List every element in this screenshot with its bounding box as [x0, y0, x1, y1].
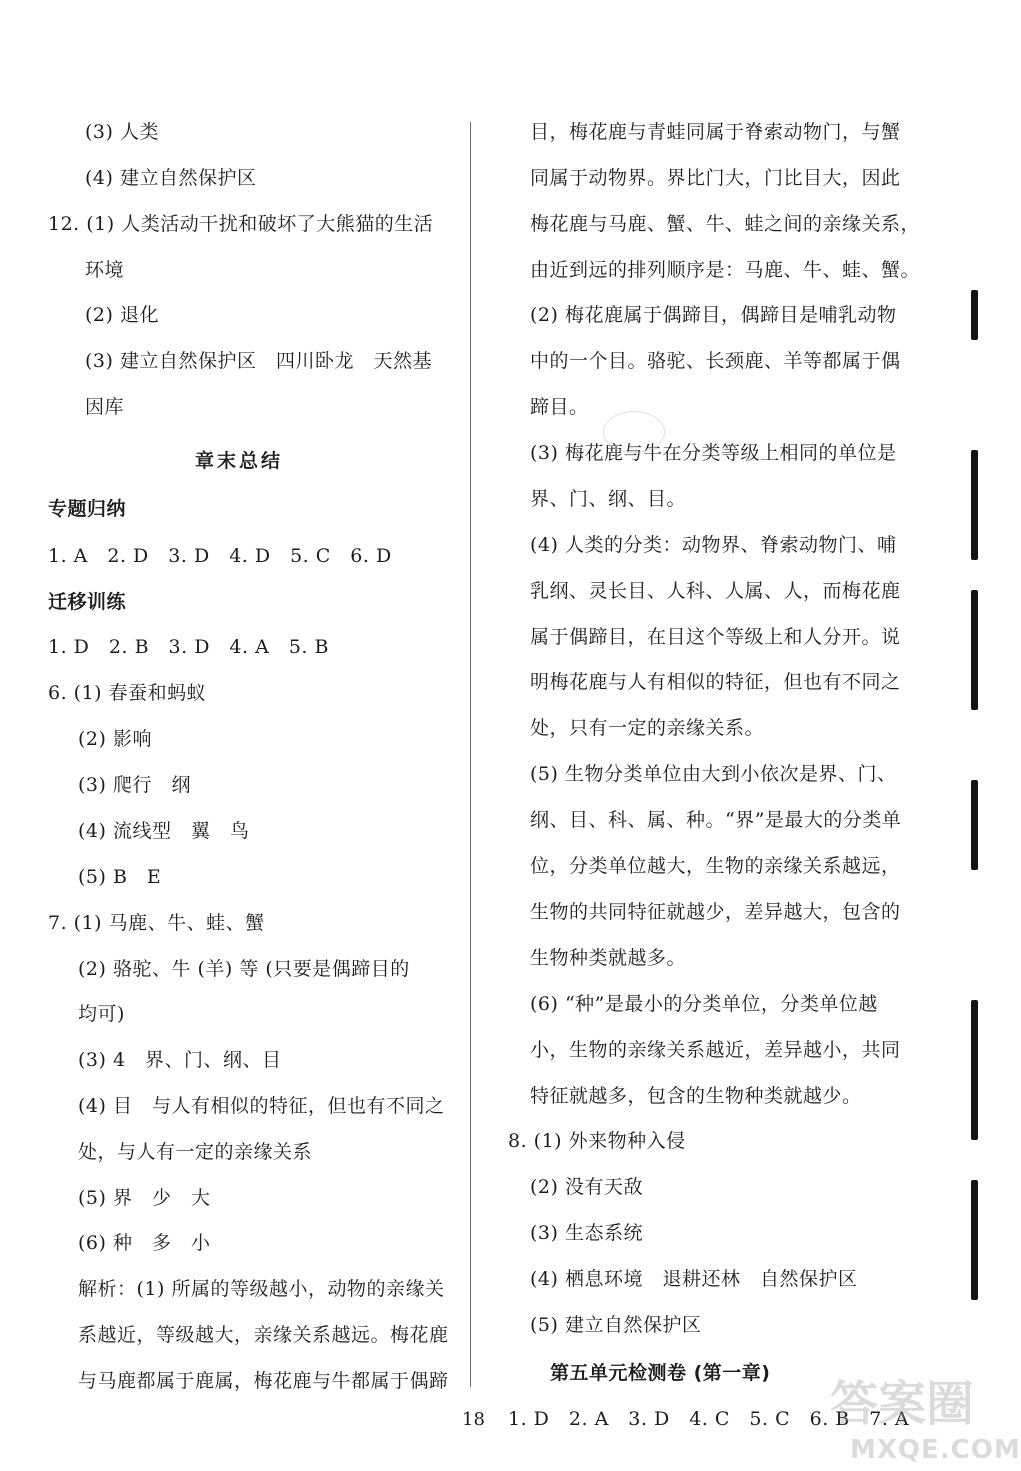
watermark-logo-text: 答案圈 — [830, 1376, 975, 1432]
scan-edge-mark — [971, 1000, 978, 1140]
answer-line: (5) 建立自然保护区 — [530, 1314, 702, 1336]
explanation-line: 同属于动物界。界比门大，门比目大，因此 — [530, 167, 901, 189]
section-title-chapter-summary: 章末总结 — [195, 450, 284, 472]
answer-line: 环境 — [85, 259, 125, 281]
explanation-line: (6) “种”是最小的分类单位，分类单位越 — [530, 993, 878, 1015]
explanation-line: 生物的共同特征就越少，差异越大，包含的 — [530, 901, 901, 923]
explanation-line: (5) 生物分类单位由大到小依次是界、门、 — [530, 763, 897, 785]
explanation-line: 目，梅花鹿与青蛙同属于脊索动物门，与蟹 — [530, 121, 901, 143]
answer-line: (5) 界 少 大 — [78, 1187, 211, 1209]
section-title-unit-test: 第五单元检测卷 (第一章) — [550, 1362, 771, 1384]
scan-edge-mark — [971, 590, 978, 710]
explanation-line: (2) 梅花鹿属于偶蹄目，偶蹄目是哺乳动物 — [530, 304, 897, 326]
explanation-line: 位，分类单位越大，生物的亲缘关系越远， — [530, 855, 901, 877]
explanation-line: 处，只有一定的亲缘关系。 — [530, 717, 765, 739]
page-number: 18 — [462, 1409, 485, 1430]
explanation-line: 小，生物的亲缘关系越近，差异越小，共同 — [530, 1039, 901, 1061]
explanation-line: 乳纲、灵长目、人科、人属、人，而梅花鹿 — [530, 580, 901, 602]
explanation-line: 界、门、纲、目。 — [530, 488, 687, 510]
answer-line: (2) 退化 — [85, 304, 159, 326]
section-heading-transfer-training: 迁移训练 — [48, 591, 127, 613]
answer-line: 1. D 2. B 3. D 4. A 5. B — [48, 636, 329, 658]
answer-line: (2) 骆驼、牛 (羊) 等 (只要是偶蹄目的 — [78, 958, 410, 980]
answer-line: 因库 — [85, 396, 125, 418]
scan-edge-mark — [971, 450, 978, 560]
explanation-line: 特征就越多，包含的生物种类就越少。 — [530, 1085, 862, 1107]
explanation-line: (4) 人类的分类：动物界、脊索动物门、哺 — [530, 534, 897, 556]
explanation-line: 蹄目。 — [530, 396, 589, 418]
scan-edge-mark — [971, 780, 978, 870]
section-heading-topic-summary: 专题归纳 — [48, 498, 127, 520]
answer-line: (4) 栖息环境 退耕还林 自然保护区 — [530, 1268, 858, 1290]
answer-line: (4) 目 与人有相似的特征，但也有不同之 — [78, 1095, 445, 1117]
answer-line: 1. D 2. A 3. D 4. C 5. C 6. B 7. A — [508, 1408, 910, 1430]
answer-line: (2) 影响 — [78, 728, 152, 750]
answer-line: 处，与人有一定的亲缘关系 — [78, 1141, 313, 1163]
answer-line: 6. (1) 春蚕和蚂蚁 — [48, 682, 207, 704]
answer-line: (5) B E — [78, 866, 162, 888]
answer-line: 1. A 2. D 3. D 4. D 5. C 6. D — [48, 545, 392, 567]
explanation-line: 中的一个目。骆驼、长颈鹿、羊等都属于偶 — [530, 350, 901, 372]
answer-line: (6) 种 多 小 — [78, 1232, 211, 1254]
faint-stamp — [603, 411, 665, 453]
explanation-line: 与马鹿都属于鹿属，梅花鹿与牛都属于偶蹄 — [78, 1370, 449, 1392]
answer-line: (3) 4 界、门、纲、目 — [78, 1049, 282, 1071]
explanation-line: 属于偶蹄目，在目这个等级上和人分开。说 — [530, 626, 901, 648]
answer-line: (3) 生态系统 — [530, 1222, 643, 1244]
answer-line: (4) 流线型 翼 鸟 — [78, 820, 250, 842]
explanation-line: 解析：(1) 所属的等级越小，动物的亲缘关 — [78, 1278, 445, 1300]
explanation-line: (3) 梅花鹿与牛在分类等级上相同的单位是 — [530, 442, 897, 464]
answer-line: 8. (1) 外来物种入侵 — [508, 1130, 686, 1152]
answer-line: 7. (1) 马鹿、牛、蛙、蟹 — [48, 912, 265, 934]
scan-edge-mark — [971, 290, 978, 340]
scan-edge-mark — [971, 1180, 978, 1300]
explanation-line: 系越近，等级越大，亲缘关系越远。梅花鹿 — [78, 1324, 449, 1346]
explanation-line: 由近到远的排列顺序是：马鹿、牛、蛙、蟹。 — [530, 259, 921, 281]
watermark-domain: MXQE.COM — [850, 1435, 1021, 1465]
answer-line: (3) 建立自然保护区 四川卧龙 天然基 — [85, 350, 432, 372]
answer-line: (3) 爬行 纲 — [78, 774, 191, 796]
answer-line: (2) 没有天敌 — [530, 1176, 643, 1198]
site-watermark — [820, 1365, 1021, 1465]
explanation-line: 生物种类就越多。 — [530, 947, 687, 969]
column-divider — [470, 122, 471, 1387]
explanation-line: 明梅花鹿与人有相似的特征，但也有不同之 — [530, 671, 901, 693]
explanation-line: 纲、目、科、属、种。“界”是最大的分类单 — [530, 809, 902, 831]
answer-line: (3) 人类 — [85, 121, 159, 143]
answer-line: 12. (1) 人类活动干扰和破坏了大熊猫的生活 — [48, 213, 434, 235]
answer-line: (4) 建立自然保护区 — [85, 167, 257, 189]
explanation-line: 梅花鹿与马鹿、蟹、牛、蛙之间的亲缘关系， — [530, 213, 921, 235]
answer-line: 均可) — [78, 1003, 125, 1025]
